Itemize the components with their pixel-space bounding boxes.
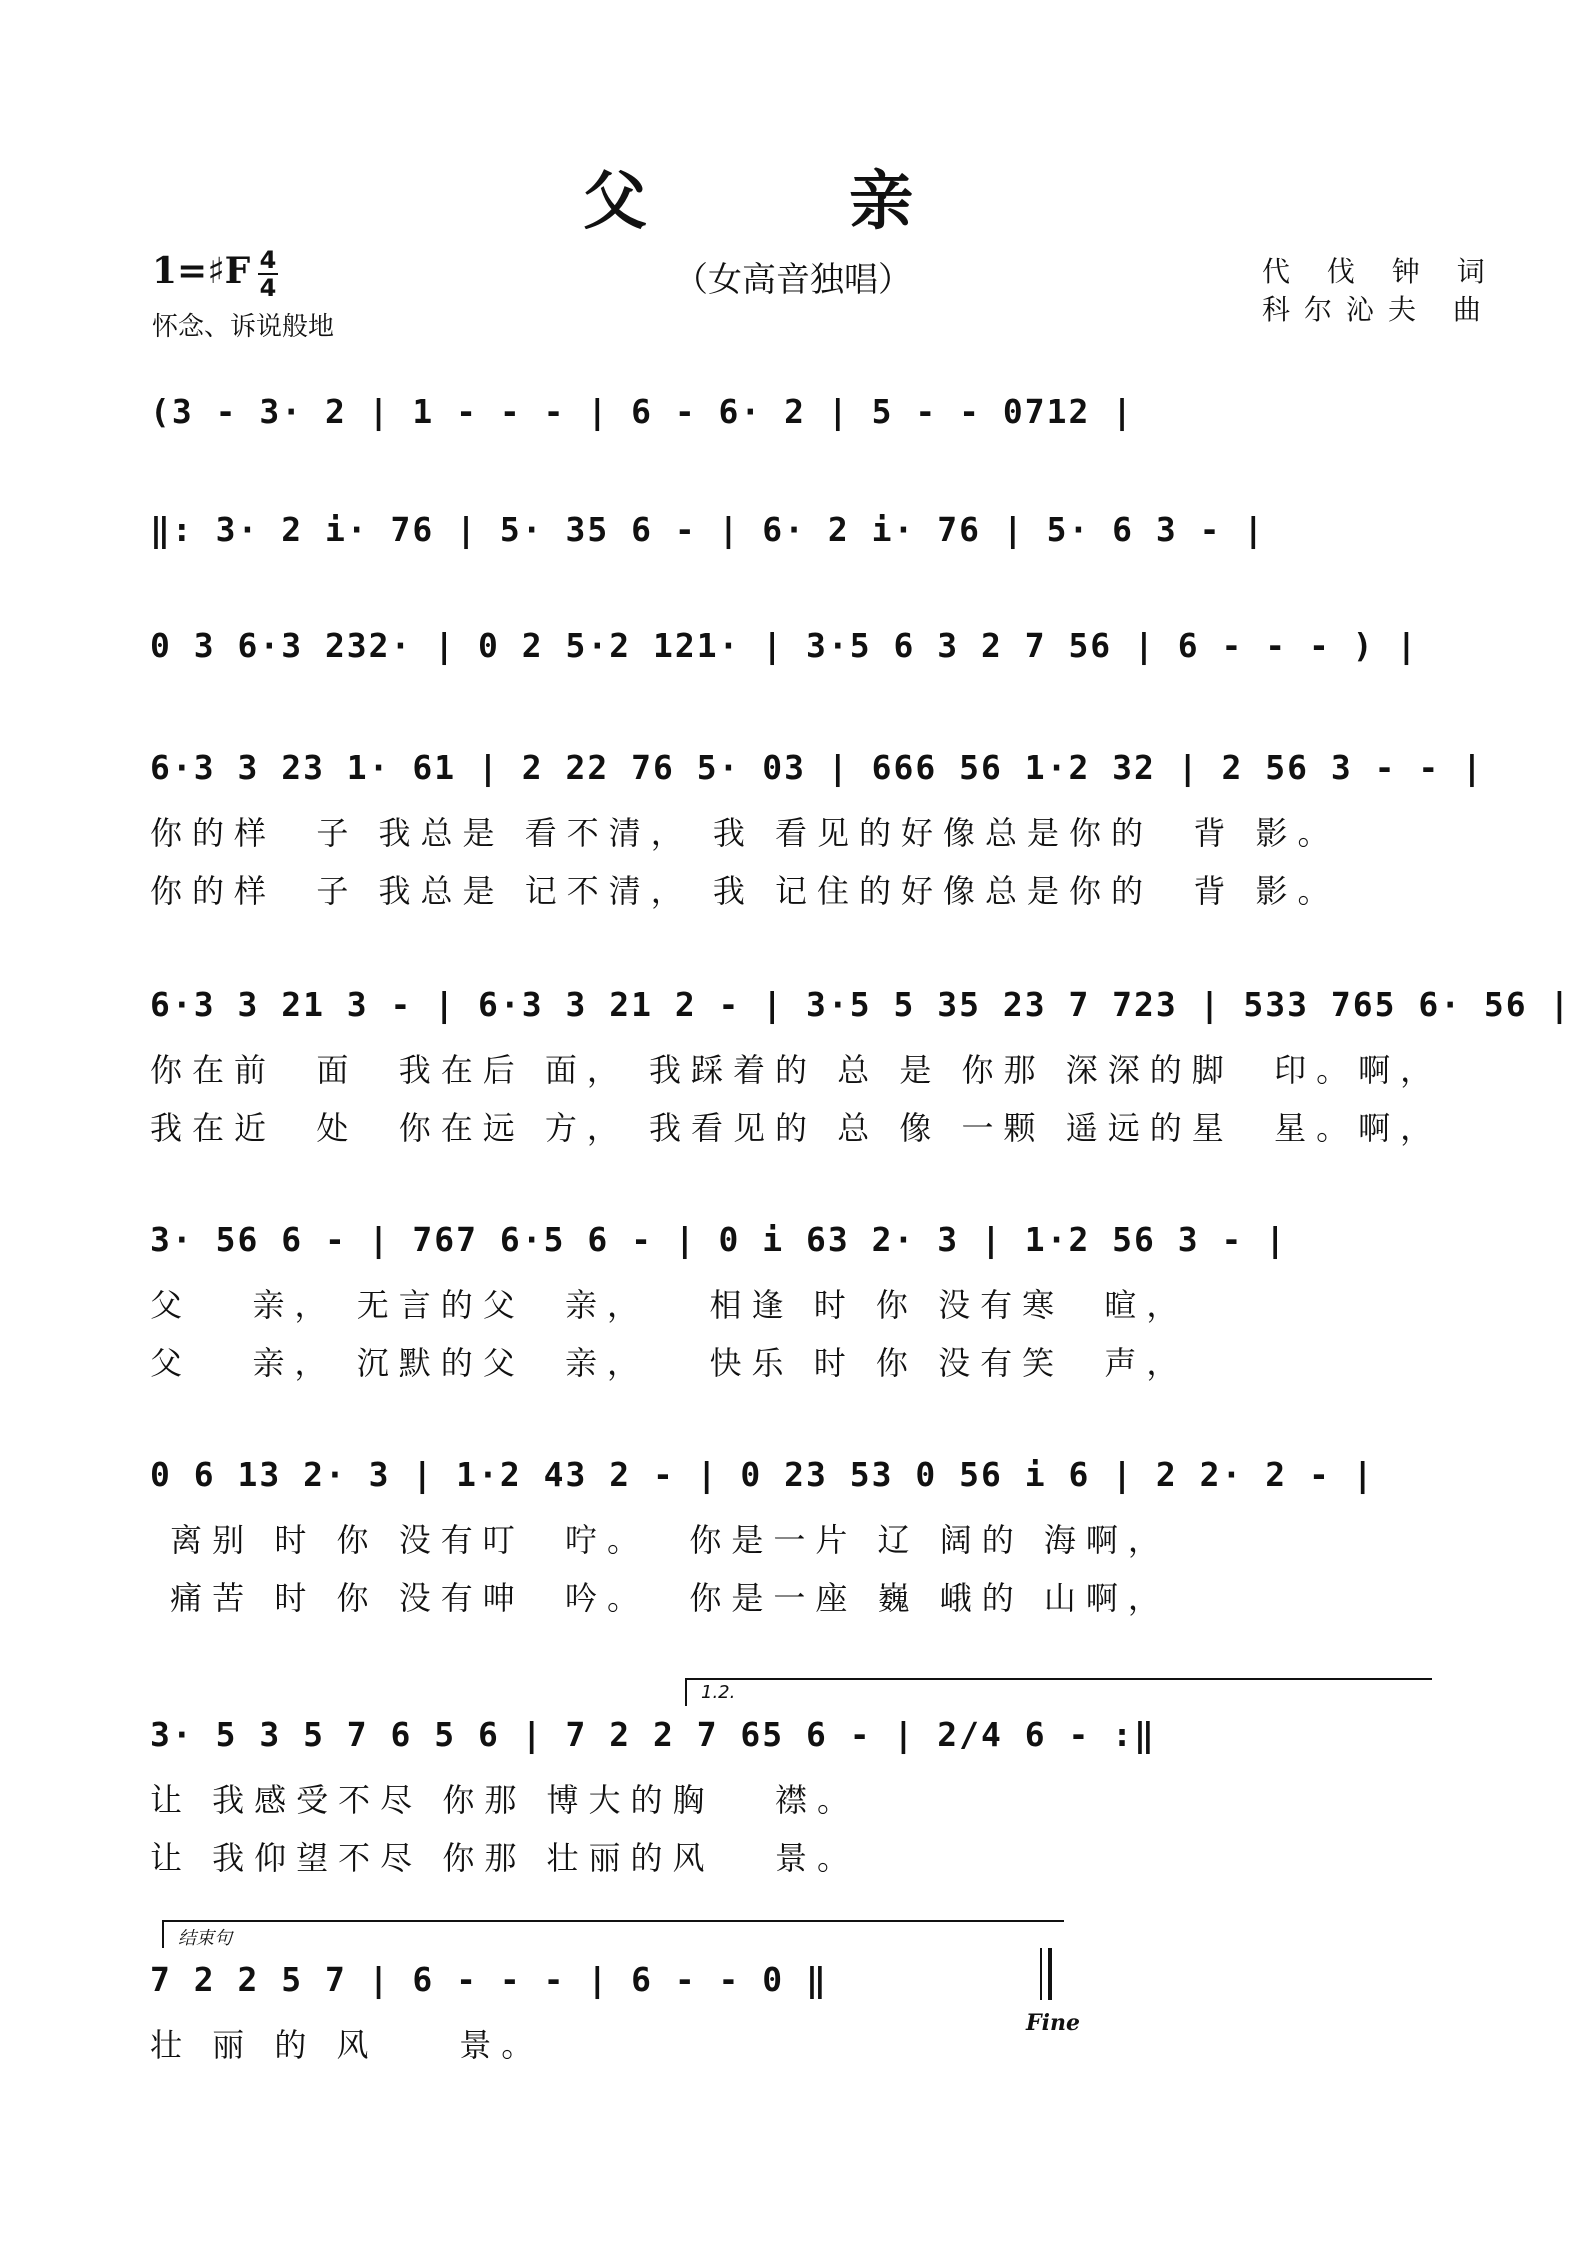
lyric-line: 我在近 处 你在远 方， 我看见的 总 像 一颗 遥远的星 星。啊，: [150, 1109, 1443, 1147]
fine-marking: Fine: [1026, 2010, 1080, 2036]
lyric-line: 你在前 面 我在后 面， 我踩着的 总 是 你那 深深的脚 印。啊，: [150, 1051, 1443, 1089]
volta-first-ending: [685, 1678, 1432, 1706]
final-barline-thick: [1048, 1948, 1052, 2000]
tempo-marking: 怀念、诉说般地: [152, 312, 335, 342]
lyric-line: 壮 丽 的 风 景。: [150, 2026, 544, 2064]
note-line: 0 6 13 2· 3 | 1·2 43 2 - | 0 23 53 0 56 i 6 | 2 2· 2 - |: [150, 1455, 1375, 1494]
composer-credit: 科尔沁夫 曲: [1262, 293, 1495, 326]
note-line: 6·3 3 21 3 - | 6·3 3 21 2 - | 3·5 5 35 23 7 723 | 533 765 6· 56 |: [150, 985, 1572, 1024]
lyricist-credit: 代 伐 钟 词: [1262, 255, 1499, 288]
note-line: 3· 56 6 - | 767 6·5 6 - | 0 i 63 2· 3 | 1·2 56 3 - |: [150, 1220, 1288, 1259]
lyric-line: 痛苦 时 你 没有呻 吟。 你是一座 巍 峨的 山啊，: [150, 1579, 1170, 1617]
lyric-line: 父 亲， 无言的父 亲， 相逢 时 你 没有寒 暄，: [150, 1286, 1189, 1324]
page-title: 父 亲: [582, 164, 1004, 239]
key-signature: 1=♯F: [152, 250, 251, 292]
lyric-line: 你的样 子 我总是 看不清， 我 看见的好像总是你的 背 影。: [150, 814, 1340, 852]
lyric-line: 离别 时 你 没有叮 咛。 你是一片 辽 阔的 海啊，: [150, 1521, 1170, 1559]
note-line: 3· 5 3 5 7 6 5 6 | 7 2 2 7 65 6 - | 2/4 6 - :‖: [150, 1715, 1156, 1754]
lyric-line: 你的样 子 我总是 记不清， 我 记住的好像总是你的 背 影。: [150, 872, 1340, 910]
note-line: 7 2 2 5 7 | 6 - - - | 6 - - 0 ‖: [150, 1960, 828, 1999]
lyric-line: 让 我仰望不尽 你那 壮丽的风 景。: [150, 1839, 860, 1877]
final-barline-thin: [1040, 1948, 1042, 2000]
time-signature-top: 4: [259, 246, 277, 274]
time-signature-bottom: 4: [259, 274, 277, 302]
note-line: 0 3 6·3 232· | 0 2 5·2 121· | 3·5 6 3 2 7 56 | 6 - - - ) |: [150, 626, 1419, 665]
lyric-line: 父 亲， 沉默的父 亲， 快乐 时 你 没有笑 声，: [150, 1344, 1189, 1382]
lyric-line: 让 我感受不尽 你那 博大的胸 襟。: [150, 1781, 860, 1819]
note-line: (3 - 3· 2 | 1 - - - | 6 - 6· 2 | 5 - - 0712 |: [150, 392, 1135, 431]
volta-final-label: 结束句: [178, 1928, 232, 1949]
page-subtitle: （女高音独唱）: [674, 260, 912, 300]
volta-final-ending: [162, 1920, 1064, 1948]
note-line: 6·3 3 23 1· 61 | 2 22 76 5· 03 | 666 56 1·2 32 | 2 56 3 - - |: [150, 748, 1484, 787]
note-line: ‖: 3· 2 i· 76 | 5· 35 6 - | 6· 2 i· 76 | 5· 6 3 - |: [150, 510, 1266, 549]
volta-first-label: 1.2.: [701, 1682, 736, 1703]
time-signature: [258, 247, 278, 301]
